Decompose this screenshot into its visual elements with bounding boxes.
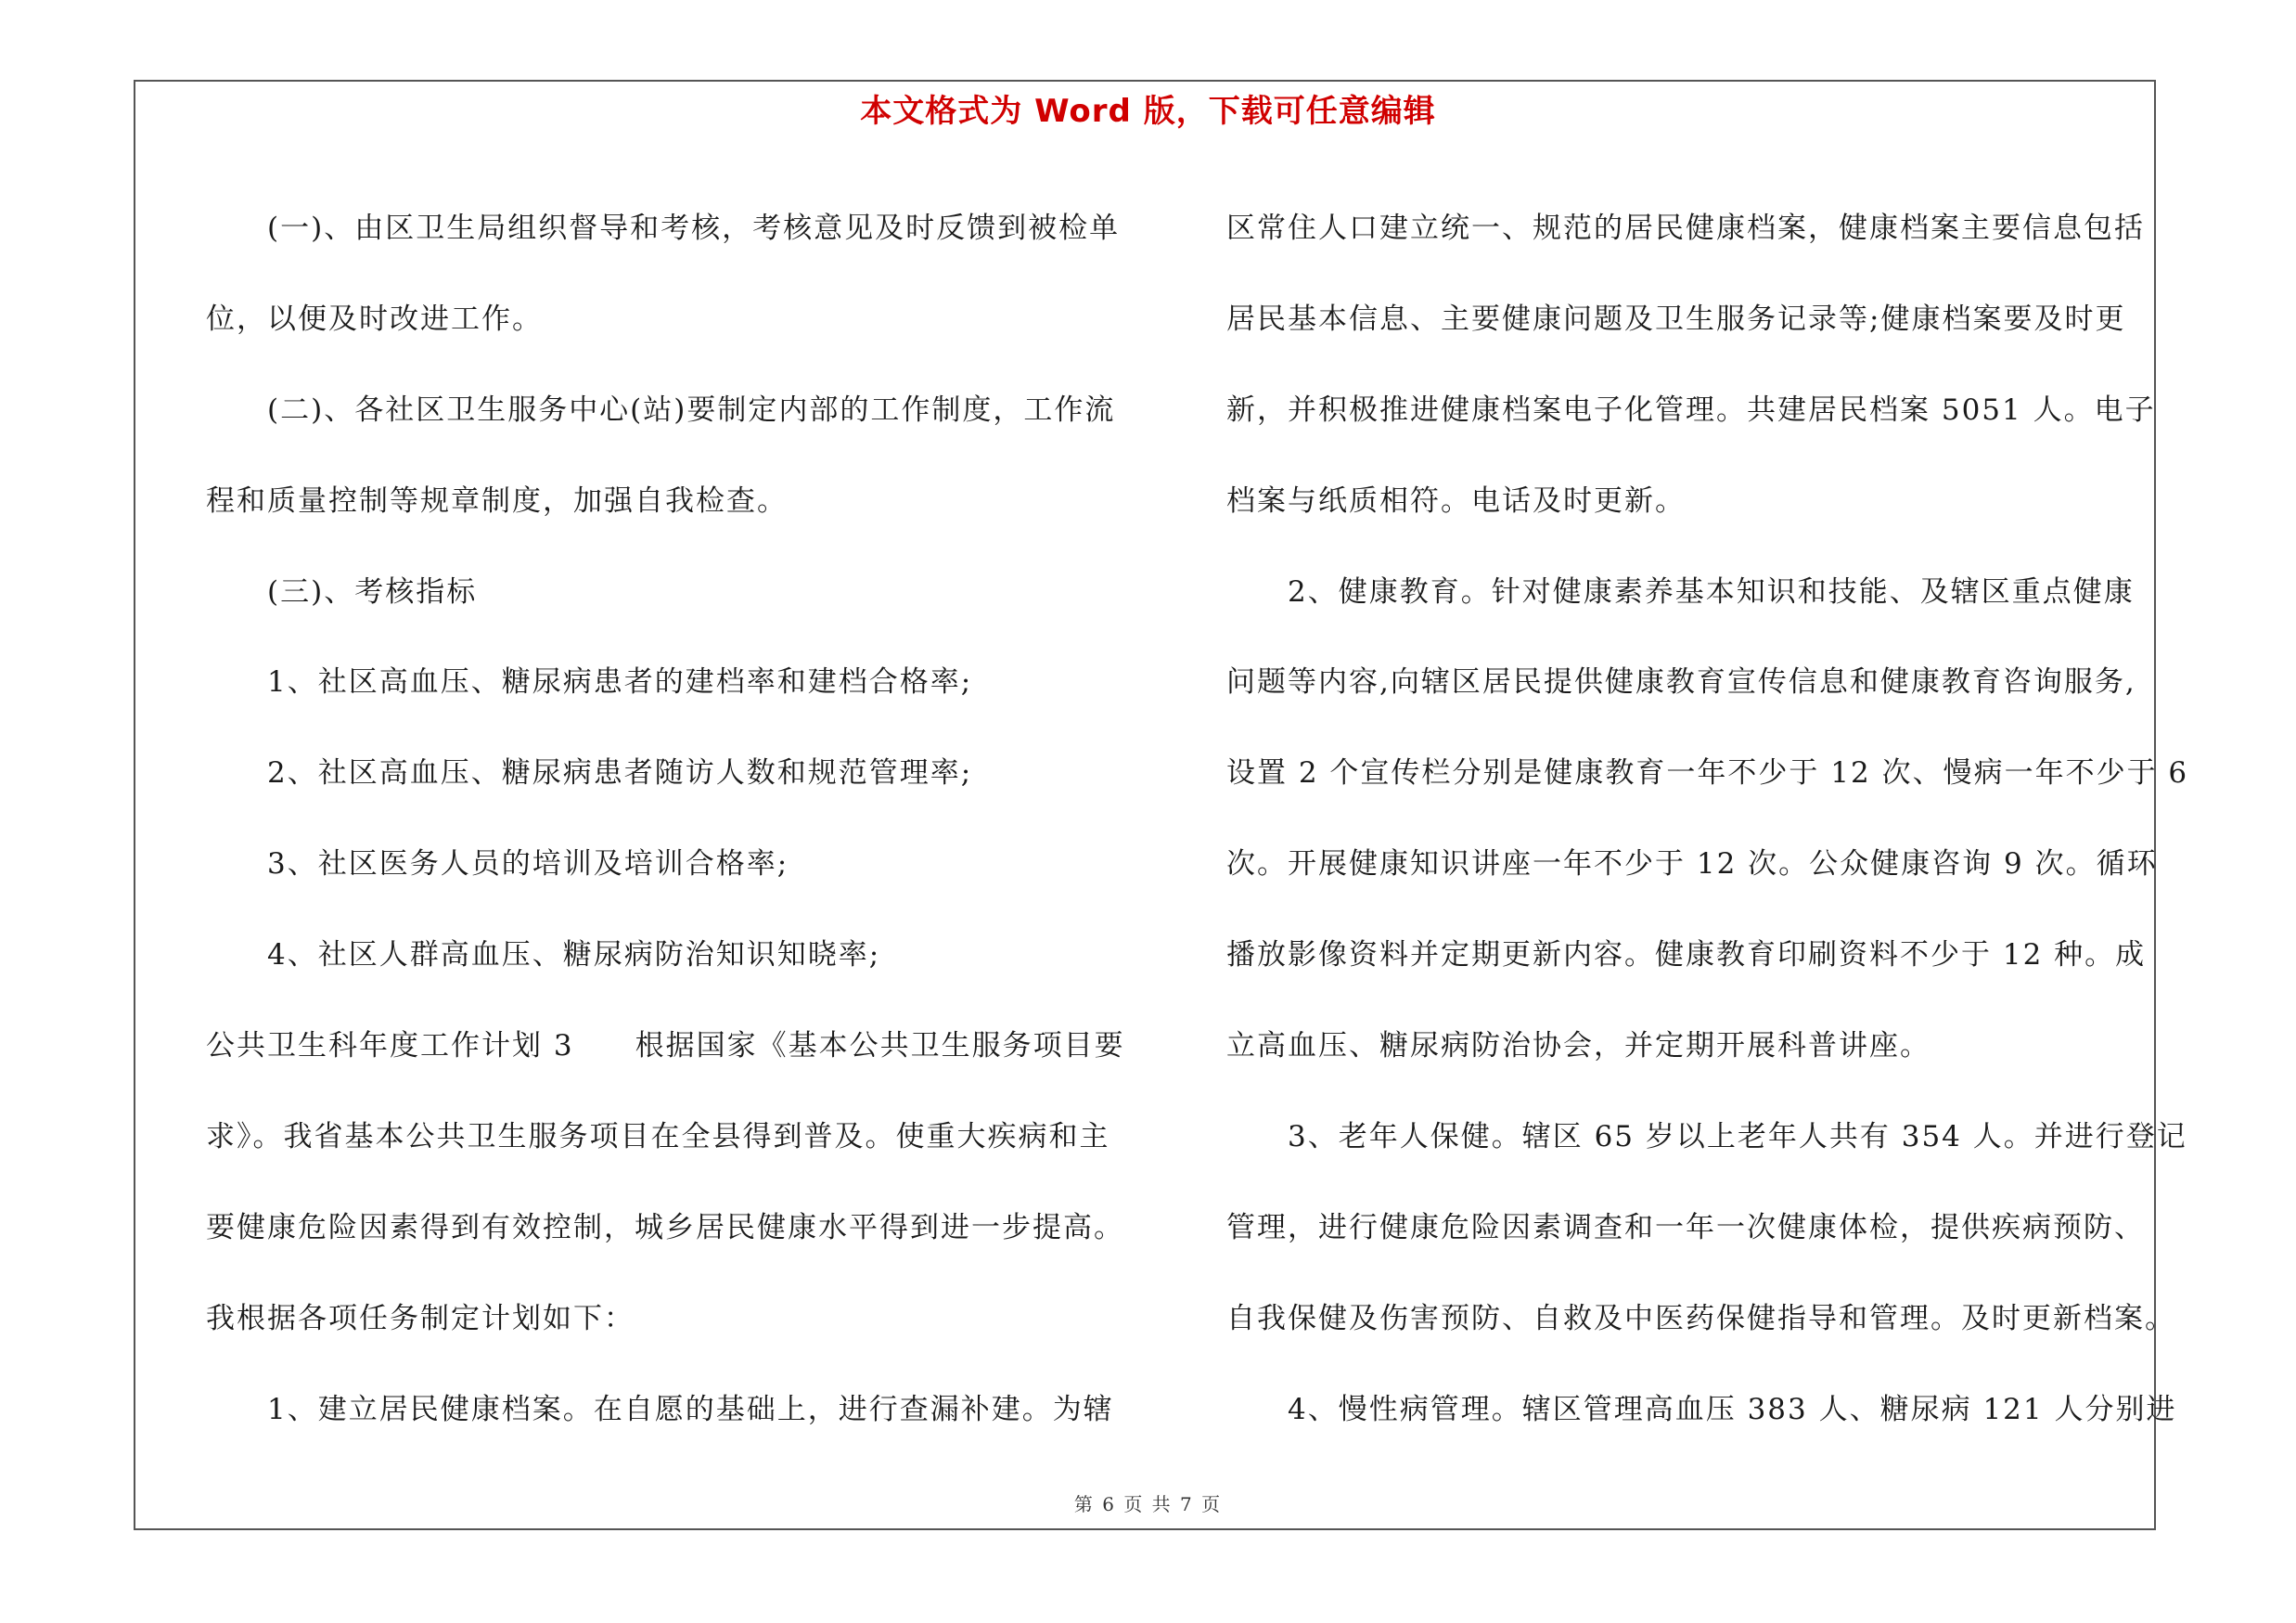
text-line: 区常住人口建立统一、规范的居民健康档案，健康档案主要信息包括 — [1226, 212, 2145, 245]
text-line: 1、社区高血压、糖尿病患者的建档率和建档合格率; — [267, 665, 973, 700]
text-line: 3、老年人保健。辖区 65 岁以上老年人共有 354 人。并进行登记 — [1288, 1119, 2187, 1153]
text-line: 程和质量控制等规章制度，加强自我检查。 — [206, 483, 788, 518]
text-line: 播放影像资料并定期更新内容。健康教育印刷资料不少于 12 种。成 — [1226, 938, 2147, 973]
text-line: 设置 2 个宣传栏分别是健康教育一年不少于 12 次、慢病一年不少于 6 — [1226, 756, 2189, 791]
text-line: 3、社区医务人员的培训及培训合格率; — [267, 847, 789, 882]
left-column — [206, 184, 1138, 1455]
text-line: 求》。我省基本公共卫生服务项目在全县得到普及。使重大疾病和主 — [206, 1119, 1110, 1153]
text-line: (一)、由区卫生局组织督导和考核，考核意见及时反馈到被检单 — [267, 212, 1121, 245]
text-line: (二)、各社区卫生服务中心(站)要制定内部的工作制度，工作流 — [267, 393, 1116, 427]
text-line: 位，以便及时改进工作。 — [206, 302, 543, 336]
text-line: 2、社区高血压、糖尿病患者随访人数和规范管理率; — [267, 756, 973, 791]
text-line: 4、社区人群高血压、糖尿病防治知识知晓率; — [267, 938, 881, 973]
page-footer: 第 6 页 共 7 页 — [1073, 1493, 1223, 1515]
text-line: 1、建立居民健康档案。在自愿的基础上，进行查漏补建。为辖 — [267, 1392, 1114, 1426]
text-line: 自我保健及伤害预防、自救及中医药保健指导和管理。及时更新档案。 — [1226, 1301, 2175, 1335]
text-line: 管理，进行健康危险因素调查和一年一次健康体检，提供疾病预防、 — [1226, 1210, 2145, 1244]
text-line: 公共卫生科年度工作计划 3 根据国家《基本公共卫生服务项目要 — [206, 1029, 1125, 1063]
text-line: 我根据各项任务制定计划如下： — [206, 1301, 635, 1335]
text-line: (三)、考核指标 — [267, 574, 478, 609]
text-line: 4、慢性病管理。辖区管理高血压 383 人、糖尿病 121 人分别进 — [1288, 1392, 2177, 1426]
text-line: 次。开展健康知识讲座一年不少于 12 次。公众健康咨询 9 次。循环 — [1226, 847, 2158, 882]
format-banner: 本文格式为 Word 版，下载可任意编辑 — [860, 93, 1436, 130]
text-line: 立高血压、糖尿病防治协会，并定期开展科普讲座。 — [1226, 1029, 1930, 1063]
text-line: 问题等内容,向辖区居民提供健康教育宣传信息和健康教育咨询服务, — [1226, 665, 2136, 700]
text-line: 要健康危险因素得到有效控制，城乡居民健康水平得到进一步提高。 — [206, 1210, 1124, 1244]
text-line: 居民基本信息、主要健康问题及卫生服务记录等;健康档案要及时更 — [1226, 302, 2126, 336]
text-line: 新，并积极推进健康档案电子化管理。共建居民档案 5051 人。电子 — [1226, 393, 2156, 427]
right-column — [1226, 184, 2189, 1455]
text-line: 档案与纸质相符。电话及时更新。 — [1226, 483, 1686, 518]
text-line: 2、健康教育。针对健康素养基本知识和技能、及辖区重点健康 — [1288, 574, 2135, 609]
